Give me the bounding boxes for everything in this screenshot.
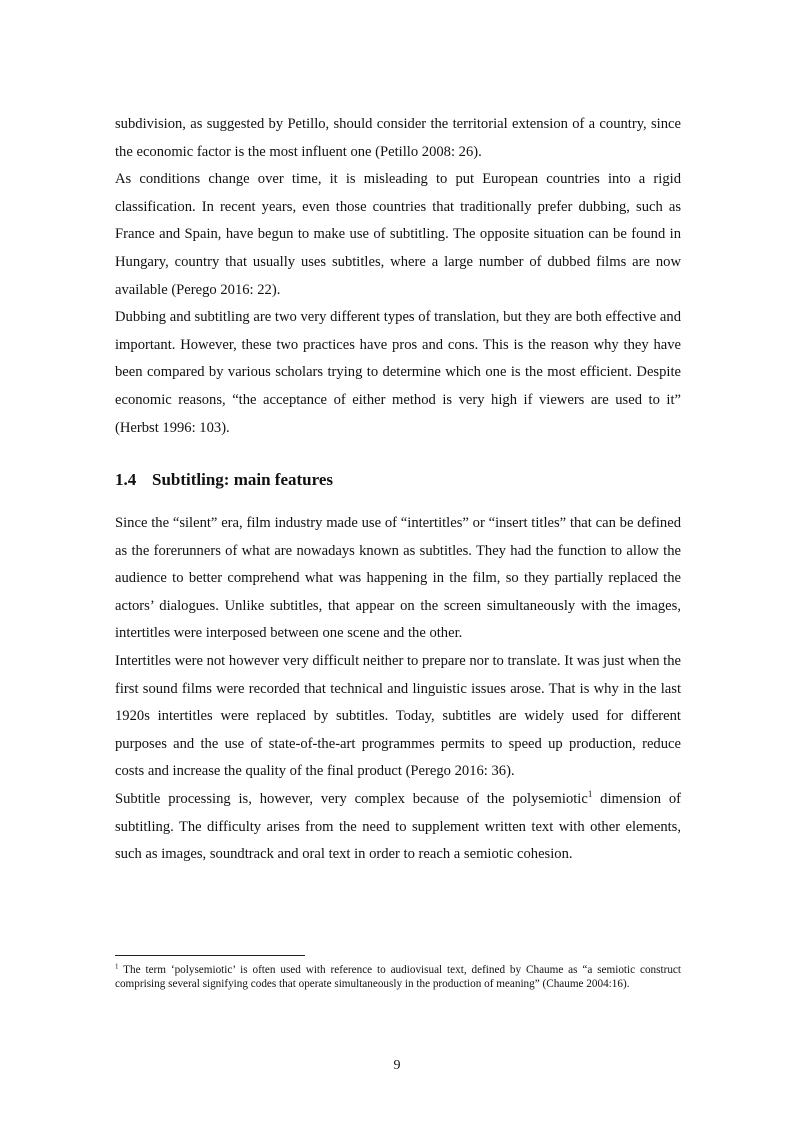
- section-heading: [115, 468, 681, 492]
- paragraph-subtitle-processing: [115, 786, 681, 869]
- section-title: Subtitling: main features: [152, 470, 334, 489]
- paragraph-continuation: subdivision, as suggested by Petillo, should consider the territorial extension of a country, since the economic factor is the most influent one (Petillo 2008: 26).: [115, 116, 681, 160]
- footnote: [115, 963, 681, 991]
- page-number: 9: [393, 1058, 401, 1073]
- paragraph-intertitles: Intertitles were not however very difficult neither to prepare nor to translate. It was just when the first sound films were recorded that technical and linguistic issues arose. That is why in the last 1920s intertitles were replaced by subtitles. Today, subtitles are widely used for different purposes and the use of state-of-the-art programmes permits to speed up production, reduce costs and increase the quality of the final product (Perego 2016: 36).: [115, 652, 681, 780]
- paragraph-silent-era: Since the “silent” era, film industry made use of “intertitles” or “insert titles” that can be defined as the forerunners of what are nowadays known as subtitles. They had the function to allow the audience to better comprehend what was happening in the film, so they partially replaced the actors’ dialogues. Unlike subtitles, that appear on the screen simultaneously with the images, intertitles were interposed between one scene and the other.: [115, 515, 681, 642]
- paragraph-dubbing-vs-subtitling: Dubbing and subtitling are two very different types of translation, but they are both effective and important. However, these two practices have pros and cons. This is the reason why they have been compared by various scholars trying to determine which one is the most efficient. Despite economic reasons, “the acceptance of either method is very high if viewers are used to it” (Herbst 1996: 103).: [115, 309, 681, 436]
- body-text-section: [115, 510, 681, 869]
- paragraph-text-before-ref: Subtitle processing is, however, very complex because of the polysemiotic: [115, 790, 588, 807]
- section-number: 1.4: [115, 470, 137, 489]
- paragraph-classification: As conditions change over time, it is misleading to put European countries into a rigid classification. In recent years, even those countries that traditionally prefer dubbing, such as France and Spain, have begun to make use of subtitling. The opposite situation can be found in Hungary, country that usually uses subtitles, where a large number of dubbed films are now available (Perego 2016: 22).: [115, 171, 681, 298]
- footnote-separator: [115, 955, 305, 956]
- footnote-marker: 1: [115, 962, 119, 971]
- body-text-top: [115, 111, 681, 442]
- paragraph-text-after-ref: dimension of subtitling. The difficulty arises from the need to supplement written text with other elements, such as images, soundtrack and oral text in order to reach a semiotic cohesion.: [115, 790, 681, 863]
- footnote-text: The term ‘polysemiotic’ is often used with reference to audiovisual text, defined by Chaume as “a semiotic construct comprising several signifying codes that operate simultaneously in the production of meaning” (Chaume 2004:16).: [115, 964, 681, 990]
- footnote-reference[interactable]: 1: [587, 789, 593, 800]
